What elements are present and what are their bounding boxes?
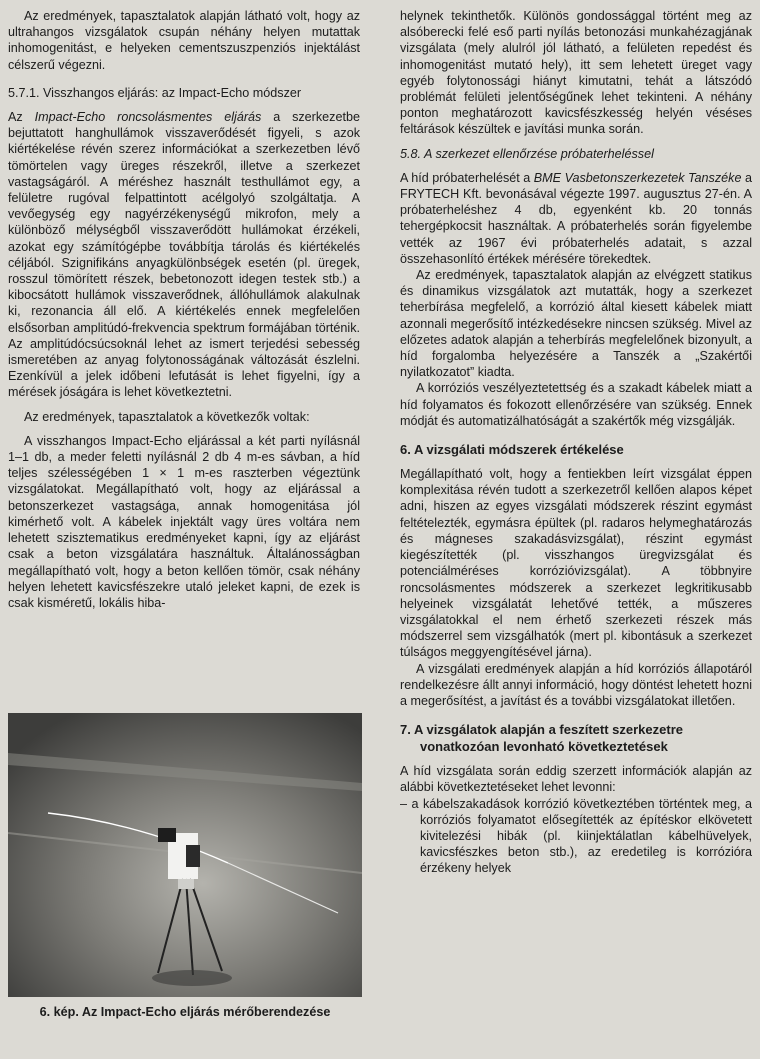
paragraph: Az eredmények, tapasztalatok alapján az elvégzett statikus és dinamikus vizsgálatok azt mutatták, hogy a szerkezet teherbírása megfelelő, a korrózió által kiesett kábelek miatt azonnali megerősítő intézkedésekre nincsen szükség. Mivel az előzetes adatok alapján a teherbírás megfelelőnek bizonyult, a híd forgalomba helyezésére a Tanszék a „Szakértői nyilatkozatot” kiadta. — [400, 268, 752, 380]
method-name-emphasis: Impact-Echo roncsolásmentes eljárás — [34, 110, 262, 125]
department-name-emphasis: BME Vasbetonszerkezetek Tanszéke — [533, 170, 742, 185]
section-heading-5-8: 5.8. A szerkezet ellenőrzése próbaterheléssel — [400, 146, 654, 161]
paragraph: A híd vizsgálata során eddig szerzett információk alapján az alábbi következtetéseket lehet levonni: — [400, 764, 752, 795]
paragraph-load-test: A híd próbaterhelését a BME Vasbetonszerkezetek Tanszéke a FRYTECH Kft. bevonásával végezte 1997. augusztus 27-én. A próbaterheléshez 4 db, egyenként kb. 20 tonnás tehergépkocsit használtak. A próbaterhelés során figyelembe vették az 1967 évi próbaterhelés adatait, s azzal összehasonlító értékek mérésére törekedtek. — [400, 170, 752, 266]
photo-caption: 6. kép. Az Impact-Echo eljárás mérőberendezése — [39, 1005, 331, 1019]
list-item: – a kábelszakadások korrózió következtében történtek meg, a korróziós folyamatot elősegítették az építéskor elkövetett kivitelezési hibák (pl. kiinjektálatlan kábelhüvelyek, kavicsfészkes beton stb.), az eredetileg is korrózióra érzékeny helyek — [400, 796, 752, 876]
paragraph: A korróziós veszélyeztetettség és a szakadt kábelek miatt a híd folyamatos és fokozott ellenőrzésére van szükség. Ennek módját és automatizálhatóságát a szakértők még vizsgálják. — [400, 381, 752, 428]
paragraph: Megállapítható volt, hogy a fentiekben leírt vizsgálat éppen komplexitása révén tudott a szerkezetről kellően alapos képet adni, hiszen az egyes vizsgálati módszerek részint egymást feltételezték, egymásra épültek (pl. radaros helymeghatározás és mágneses szakadásvizsgálat), részint egymást kiegészítették (pl. visszhangos üregvizsgálat és potenciálméréses korrózióvizsgálat). A többnyire roncsolásmentes módszerek a szerkezet legkritikusabb helyeinek vizsgálatát lehetővé tették, a műszeres vizsgálatokkal el nem érhető szerkezeti részek más módszerrel sem vizsgálhatók (mert pl. kibontásuk a szerkezet túlságos meggyengítésével járna). — [400, 467, 752, 660]
paragraph: A vizsgálati eredmények alapján a híd korróziós állapotáról rendelkezésre állt annyi információ, hogy döntést lehetett hozni a megerősítést, a javítást és a további vizsgálatokat illetően. — [400, 661, 752, 708]
section-heading-7: 7. A vizsgálatok alapján a feszített szerkezetre vonatkozóan levonható következtetések — [400, 722, 683, 755]
paragraph: Az eredmények, tapasztalatok a következők voltak: — [24, 409, 310, 424]
paragraph: Az eredmények, tapasztalatok alapján látható volt, hogy az ultrahangos vizsgálatok csupán néhány helyen mutattak inhomogenitást, e helyeken cementszuszpenziós injektálást célszerű végezni. — [8, 9, 360, 72]
conclusion-list — [400, 796, 752, 877]
paragraph: A visszhangos Impact-Echo eljárással a két parti nyílásnál 1–1 db, a meder feletti nyílásnál 2 db 4 m-es sávban, a híd teljes szélességében 1 × 1 m-es raszterben végeztünk vizsgálatokat. Megállapítható volt, hogy az eljárással a betonszerkezet vastagsága, annak homogenitása jól kimérhető volt. A kábelek injektált vagy üres voltára nem lehetett szisztematikus eredményeket kapni, így az eljárást csak a beton vizsgálatára használtuk. Általánosságban megállapítható volt, hogy a beton kellően tömör, csak néhány helyen lehetett kavicsfészekre utaló jeleket kapni, de ezek is csak kisméretű, lokális hiba- — [8, 433, 360, 610]
section-heading-6: 6. A vizsgálati módszerek értékelése — [400, 442, 624, 458]
paragraph: helynek tekinthetők. Különös gondossággal történt meg az alsóberecki felé eső parti nyílás betonozási munkahézagjának vizsgálata (mely alulról jól látható, a felületen repedést és inhomogenitást mutató hely), itt sem lehetett üreget vagy egyéb folytonossági hiányt kimutatni, tehát a látszódó problémát felületi jelentőségűnek lehet tekinteni. A néhány ponton meghatározott kavicsfészkesség helyén véséses feltárások készültek e javítási munka során. — [400, 9, 752, 137]
right-column — [400, 8, 752, 877]
section-heading-5-7-1: 5.7.1. Visszhangos eljárás: az Impact-Echo módszer — [8, 85, 302, 100]
left-column — [8, 8, 360, 611]
impact-echo-equipment-photo — [8, 713, 362, 997]
paragraph-impact-echo: Az Impact-Echo roncsolásmentes eljárás a szerkezetbe bejuttatott hanghullámok visszaverődését figyeli, s azok kiértékelése révén szerez információkat a szerkezetben lévő tömörtelen vagy üreges részekről, illetve a szerkezet vastagságáról. A méréshez használt testhullámot egy, a felületre rugóval felpattintott acélgolyó szolgáltatja. A vevőegység egy nagyérzékenységű mikrofon, mely a különböző mélységből visszaverődött hullámokat érzékeli, azokat egy számítógépbe továbbítja tárolás és kiértékelés céljából. Szignifikáns anyagkülönbségek esetén (pl. üregek, rosszul tömörített részek, bebetonozott idegen testek stb.) a kibocsátott hullámok visszaverődnek, állóhullámok alakulnak ki, rezonancia áll elő. A kiértékelés ennek megfelelően elsősorban amplitúdó-frekvencia spektrum formájában történik. Az amplitúdócsúcsoknál lehet az ismert terjedési sebesség ismeretében az anyag folytonosságának változását észlelni. Ezenkívül a jelek időbeni lefutását is lehet figyelni, így a mérések jóságára is lehet következtetni. — [8, 110, 360, 400]
